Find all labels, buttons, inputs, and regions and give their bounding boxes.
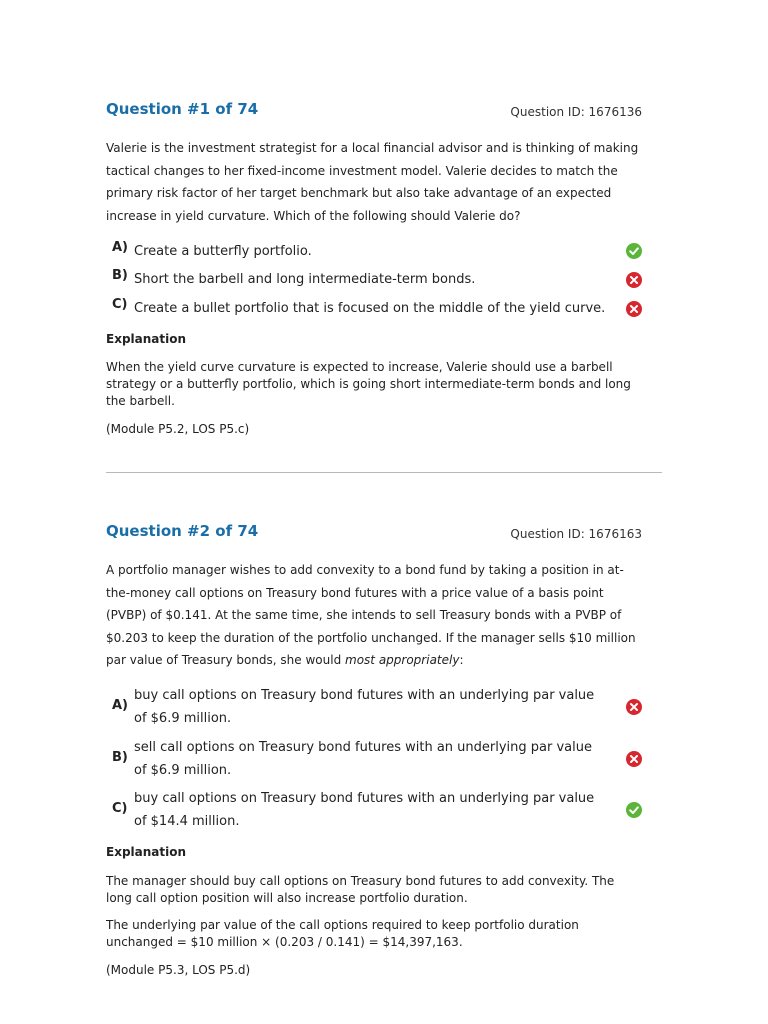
incorrect-x-icon bbox=[626, 272, 642, 288]
explanation-heading: Explanation bbox=[106, 845, 187, 859]
explanation-text: The manager should buy call options on Treasury bond futures to add convexity. The long call option position will also increase portfolio duration. bbox=[106, 874, 615, 905]
option-letter: A) bbox=[112, 240, 129, 255]
question-id: Question ID: 1676163 bbox=[510, 527, 642, 541]
answer-option-a[interactable] bbox=[112, 684, 642, 730]
explanation-text: The underlying par value of the call options required to keep portfolio duration unchanged = $10 million × (0.203 / 0.141) = $14,397,163. bbox=[106, 918, 579, 949]
option-letter: C) bbox=[112, 297, 128, 312]
correct-check-icon bbox=[626, 802, 642, 818]
option-letter: C) bbox=[112, 801, 128, 816]
option-text: sell call options on Treasury bond futures with an underlying par value of $6.9 million. bbox=[134, 740, 592, 778]
answer-option-b[interactable] bbox=[112, 268, 642, 291]
correct-check-icon bbox=[626, 243, 642, 259]
incorrect-x-icon bbox=[626, 301, 642, 317]
option-letter: B) bbox=[112, 750, 128, 765]
question-header bbox=[106, 100, 642, 124]
section-divider bbox=[106, 472, 662, 473]
question-id: Question ID: 1676136 bbox=[510, 105, 642, 119]
stem-suffix: : bbox=[459, 653, 464, 667]
stem-text: A portfolio manager wishes to add convexity to a bond fund by taking a position in at-the-money call options on Treasury bond futures with a price value of a basis point (PVBP) of $0.141. At the same time, she intends to sell Treasury bonds with a PVBP of $0.203 to keep the duration of the portfolio unchanged. If the manager sells $10 million par value of Treasury bonds, she would bbox=[106, 563, 636, 667]
question-stem: Valerie is the investment strategist for a local financial advisor and is thinking of making tactical changes to her fixed-income investment model. Valerie decides to match the primary risk factor of her target benchmark but also take advantage of an expected increase in yield curvature. Which of the following should Valerie do? bbox=[106, 141, 639, 223]
option-text: Create a bullet portfolio that is focused on the middle of the yield curve. bbox=[134, 301, 606, 316]
stem-emphasis: most appropriately bbox=[345, 653, 460, 667]
question-title: Question #2 of 74 bbox=[106, 522, 259, 540]
option-text: Create a butterfly portfolio. bbox=[134, 244, 312, 259]
question-header bbox=[106, 522, 642, 546]
reference-text: (Module P5.2, LOS P5.c) bbox=[106, 422, 250, 436]
explanation-heading: Explanation bbox=[106, 332, 187, 346]
option-letter: A) bbox=[112, 698, 129, 713]
option-text: buy call options on Treasury bond futures with an underlying par value of $6.9 million. bbox=[134, 688, 595, 726]
question-title: Question #1 of 74 bbox=[106, 100, 259, 118]
answer-option-a[interactable] bbox=[112, 240, 642, 263]
option-text: Short the barbell and long intermediate-term bonds. bbox=[134, 272, 476, 287]
option-letter: B) bbox=[112, 268, 128, 283]
answer-option-b[interactable] bbox=[112, 736, 642, 782]
incorrect-x-icon bbox=[626, 751, 642, 767]
reference-text: (Module P5.3, LOS P5.d) bbox=[106, 963, 251, 977]
option-text: buy call options on Treasury bond futures with an underlying par value of $14.4 million. bbox=[134, 791, 595, 829]
question-stem bbox=[106, 559, 642, 672]
explanation-text: When the yield curve curvature is expected to increase, Valerie should use a barbell strategy or a butterfly portfolio, which is going short intermediate-term bonds and long the barbell. bbox=[106, 360, 631, 408]
answer-option-c[interactable] bbox=[112, 787, 642, 833]
incorrect-x-icon bbox=[626, 699, 642, 715]
answer-option-c[interactable] bbox=[112, 297, 642, 320]
